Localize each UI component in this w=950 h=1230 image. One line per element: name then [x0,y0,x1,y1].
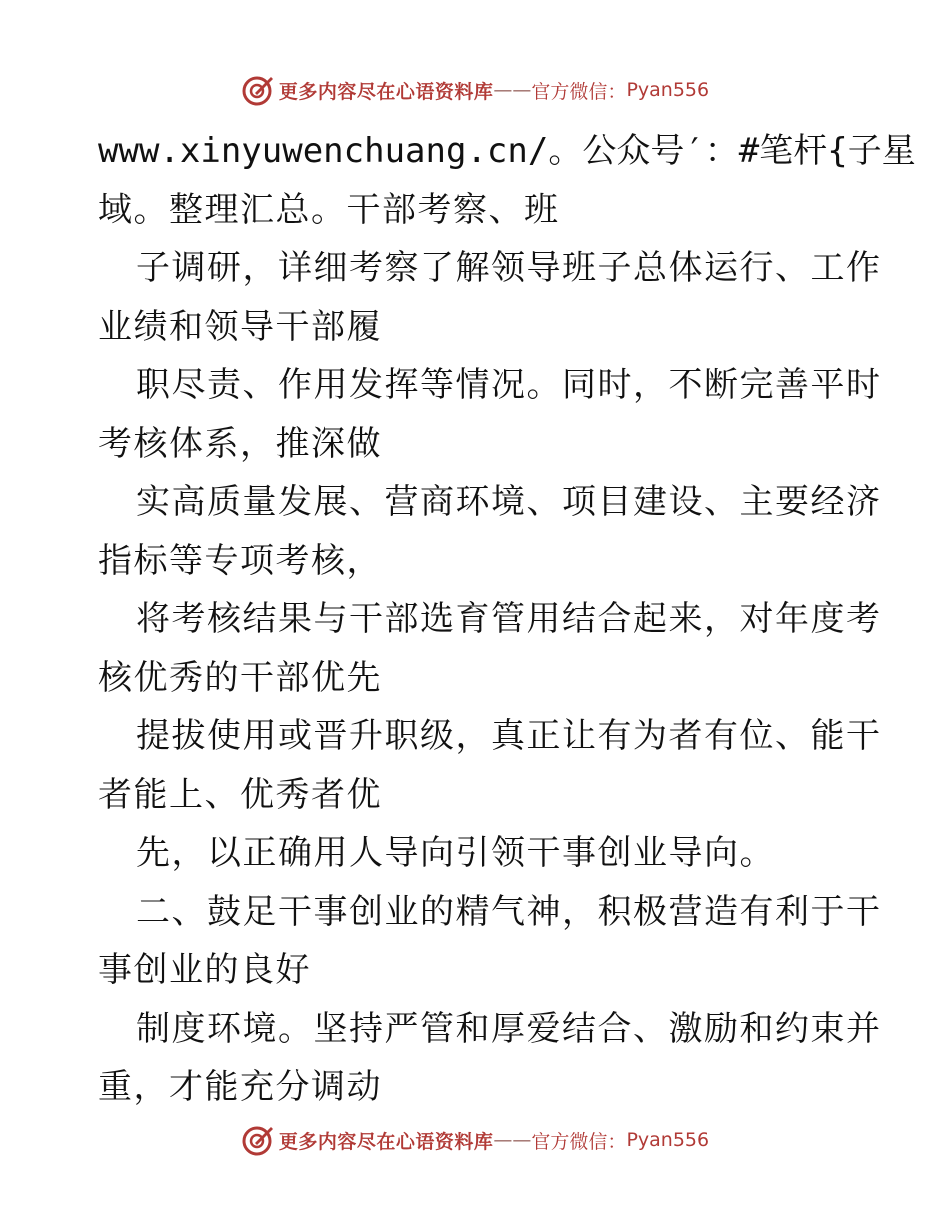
banner-separator: —— [493,79,532,101]
banner-brand-text: 更多内容尽在心语资料库 [278,1130,494,1153]
header-watermark-banner [0,70,950,110]
text-line: 核优秀的干部优先 [98,657,382,698]
text-line: 提拔使用或晋升职级，真正让有为者有位、能干 [136,716,882,756]
document-body [98,122,916,1117]
text-line: 考核体系，推深做 [98,423,382,464]
text-line: www.xinyuwenchuang.cn/。公众号′：#笔杆{子星 [98,131,916,171]
banner-wechat-id: Pyan556 [626,1129,710,1151]
banner-brand-text: 更多内容尽在心语资料库 [278,80,494,103]
footer-watermark-banner [0,1120,950,1160]
banner-separator: —— [493,1129,532,1151]
text-line: 业绩和领导干部履 [98,306,382,347]
text-line: 者能上、优秀者优 [98,774,382,815]
text-line: 子调研，详细考察了解领导班子总体运行、工作 [136,248,882,288]
text-line: 域。整理汇总。干部考察、班 [98,189,560,230]
text-line: 指标等专项考核， [98,540,382,581]
text-line: 二、鼓足干事创业的精气神，积极营造有利于干 [136,891,882,932]
pen-logo-icon [241,1123,275,1157]
banner-wechat-label: 官方微信： [531,1130,627,1153]
banner-wechat-label: 官方微信： [531,80,627,103]
pen-logo-icon [241,73,275,107]
text-line: 将考核结果与干部选育管用结合起来，对年度考 [136,599,882,639]
text-line: 职尽责、作用发挥等情况。同时，不断完善平时 [136,365,882,405]
text-line: 制度环境。坚持严管和厚爱结合、激励和约束并 [136,1008,882,1049]
text-line: 事创业的良好 [98,950,311,990]
text-line: 重，才能充分调动 [98,1067,382,1107]
text-line: 先，以正确用人导向引领干事创业导向。 [136,833,775,873]
banner-wechat-id: Pyan556 [626,79,710,101]
text-line: 实高质量发展、营商环境、项目建设、主要经济 [136,482,882,522]
